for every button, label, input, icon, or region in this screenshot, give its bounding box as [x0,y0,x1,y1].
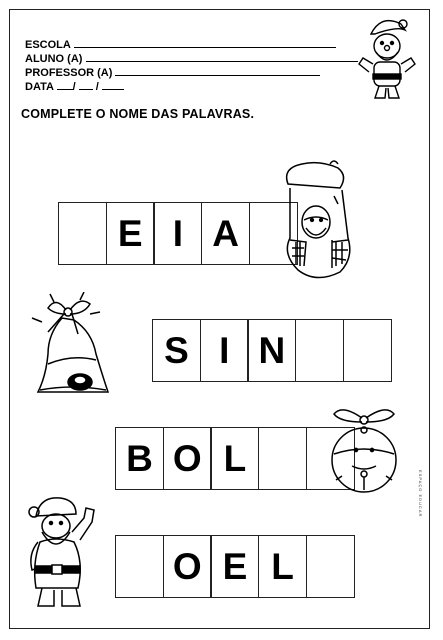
letter-cell[interactable] [258,427,307,490]
letter-cell: E [210,535,259,598]
instruction-text: COMPLETE O NOME DAS PALAVRAS. [21,107,255,121]
letter-cell[interactable] [306,535,355,598]
letter-cell[interactable] [115,535,164,598]
word-row-4 [115,535,355,598]
letter-cell: I [153,202,202,265]
letter-cell: O [163,535,212,598]
word-row-3 [115,427,355,490]
santa-icon [22,492,102,614]
bell-icon [18,292,123,402]
teacher-line[interactable] [115,65,320,76]
word-row-2 [152,319,392,382]
school-label: ESCOLA [25,39,71,51]
date-separator: / [95,81,99,93]
date-month-line[interactable] [79,79,93,90]
date-label: DATA [25,81,54,93]
date-separator: / [72,81,76,93]
stocking-icon [274,158,359,288]
letter-cell: E [106,202,155,265]
letter-cell: S [152,319,201,382]
letter-cell: L [258,535,307,598]
letter-cell: B [115,427,164,490]
student-label: ALUNO (A) [25,53,83,65]
letter-cell: O [163,427,212,490]
teacher-field [25,65,320,80]
date-field [25,79,124,94]
letter-cell: N [247,319,296,382]
jingle-bell-icon [322,404,407,496]
date-day-line[interactable] [57,79,73,90]
student-line[interactable] [86,51,358,62]
date-year-line[interactable] [102,79,124,90]
letter-cell[interactable] [343,319,392,382]
watermark: ESPAÇO EDUCAR [418,470,423,518]
letter-cell: I [200,319,249,382]
word-row-1 [58,202,298,265]
letter-cell[interactable] [295,319,344,382]
teacher-label: PROFESSOR (A) [25,67,113,79]
letter-cell: A [201,202,250,265]
school-field [25,37,336,52]
letter-cell: L [210,427,259,490]
student-field [25,51,358,66]
school-line[interactable] [74,37,336,48]
santa-icon [357,12,417,104]
letter-cell[interactable] [58,202,107,265]
